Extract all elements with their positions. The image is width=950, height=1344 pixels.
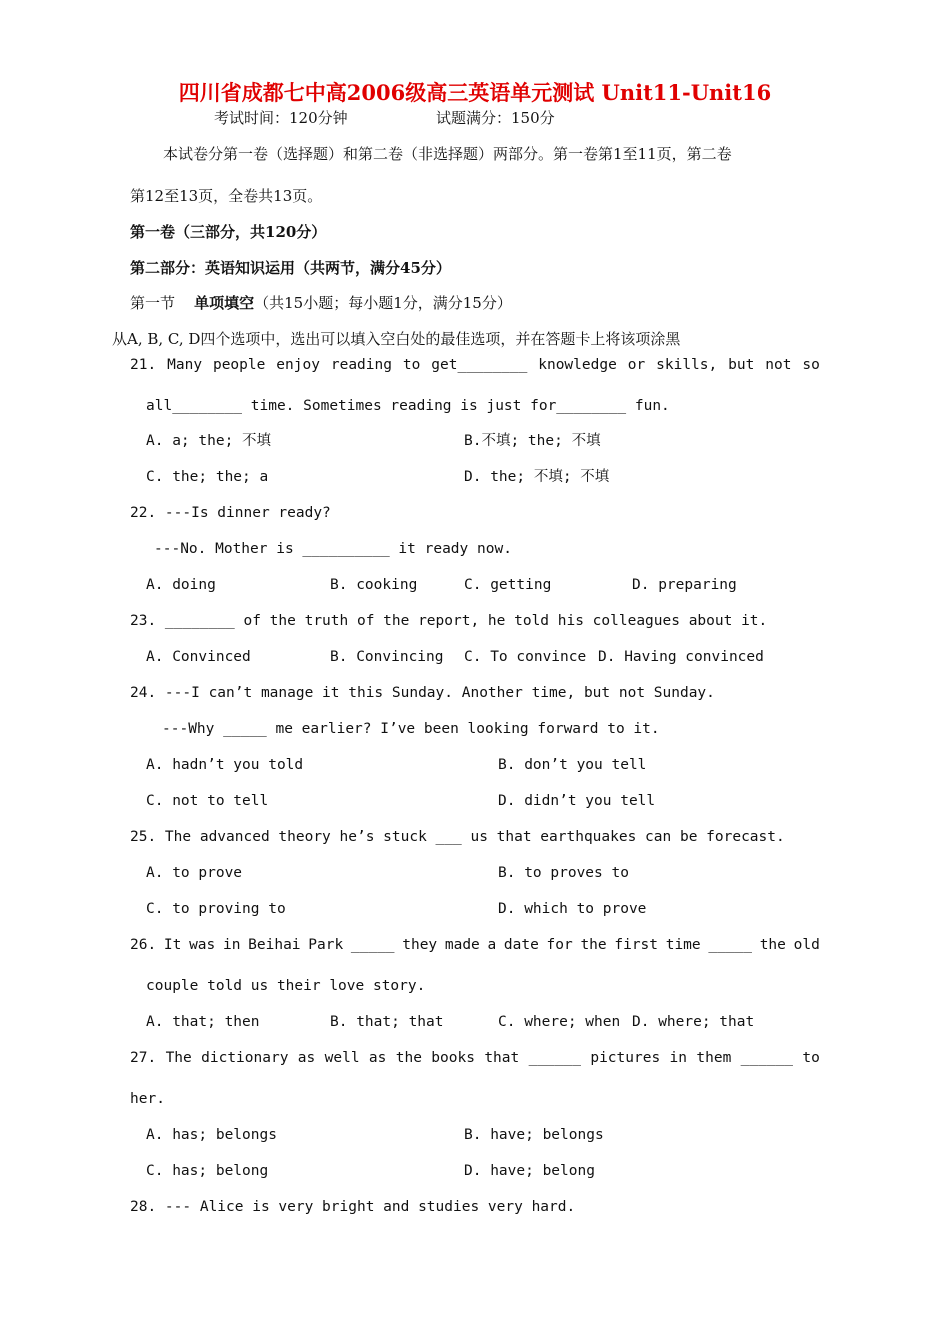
question-stem: 24. ---I can’t manage it this Sunday. Another time, but not Sunday. (130, 685, 715, 701)
volume-one-heading: 第一卷（三部分，共120分） (130, 223, 327, 241)
option-c: C. not to tell (146, 793, 269, 809)
question-dialogue-reply: ---No. Mother is __________ it ready now. (154, 541, 512, 557)
option-d: D. where; that (632, 1014, 755, 1030)
option-c: C. to proving to (146, 901, 286, 917)
option-c: C. where; when (498, 1014, 621, 1030)
option-b: B. to proves to (498, 865, 629, 881)
option-d: D. which to prove (498, 901, 647, 917)
option-c: C. has; belong (146, 1163, 269, 1179)
question-dialogue-reply: ---Why _____ me earlier? I’ve been looking forward to it. (162, 721, 660, 737)
option-b: B. don’t you tell (498, 757, 647, 773)
instruction: 从A, B, C, D四个选项中，选出可以填入空白处的最佳选项，并在答题卡上将该项涂黑 (112, 330, 681, 348)
section-one-bold: 单项填空 (194, 294, 255, 312)
intro-line-1: 本试卷分第一卷（选择题）和第二卷（非选择题）两部分。第一卷第1至11页，第二卷 (163, 145, 732, 163)
section-one-suffix: （共15小题；每小题1分，满分15分） (254, 294, 512, 312)
option-a: A. doing (146, 577, 216, 593)
question-stem-continued: her. (130, 1091, 165, 1107)
option-b: B. have; belongs (464, 1127, 604, 1143)
option-d: D. have; belong (464, 1163, 595, 1179)
question-stem: 27. The dictionary as well as the books that ______ pictures in them ______ to (130, 1050, 820, 1066)
question-stem-continued: all________ time. Sometimes reading is just for________ fun. (146, 398, 670, 414)
option-d: D. the; 不填; 不填 (464, 469, 610, 485)
section-one-heading (130, 293, 512, 313)
intro-line-2: 第12至13页，全卷共13页。 (130, 187, 323, 205)
option-d: D. didn’t you tell (498, 793, 656, 809)
option-b: B.不填; the; 不填 (464, 433, 601, 449)
question-stem-continued: couple told us their love story. (146, 978, 426, 994)
option-a: A. to prove (146, 865, 243, 881)
exam-title: 四川省成都七中高2006级高三英语单元测试 Unit11-Unit16 (178, 80, 772, 105)
part-two-heading: 第二部分：英语知识运用（共两节，满分45分） (130, 259, 451, 277)
option-c: C. the; the; a (146, 469, 269, 485)
option-a: A. a; the; 不填 (146, 433, 272, 449)
option-b: B. cooking (330, 577, 418, 593)
option-a: A. hadn’t you told (146, 757, 304, 773)
question-stem: 25. The advanced theory he’s stuck ___ us that earthquakes can be forecast. (130, 829, 785, 845)
full-score: 试题满分：150分 (436, 109, 555, 127)
question-stem: 26. It was in Beihai Park _____ they made a date for the first time _____ the old (130, 937, 820, 953)
section-one-prefix: 第一节 (130, 294, 176, 312)
option-a: A. Convinced (146, 649, 251, 665)
option-a: A. that; then (146, 1014, 260, 1030)
option-d: D. preparing (632, 577, 737, 593)
option-c: C. To convince (464, 649, 587, 665)
option-b: B. Convincing (330, 649, 444, 665)
question-stem: 21. Many people enjoy reading to get________ knowledge or skills, but not so (130, 357, 820, 373)
option-d: D. Having convinced (598, 649, 764, 665)
exam-time: 考试时间：120分钟 (214, 109, 348, 127)
question-stem: 22. ---Is dinner ready? (130, 505, 331, 521)
option-c: C. getting (464, 577, 552, 593)
question-stem: 23. ________ of the truth of the report, he told his colleagues about it. (130, 613, 768, 629)
option-b: B. that; that (330, 1014, 444, 1030)
option-a: A. has; belongs (146, 1127, 277, 1143)
question-stem: 28. --- Alice is very bright and studies very hard. (130, 1199, 576, 1215)
